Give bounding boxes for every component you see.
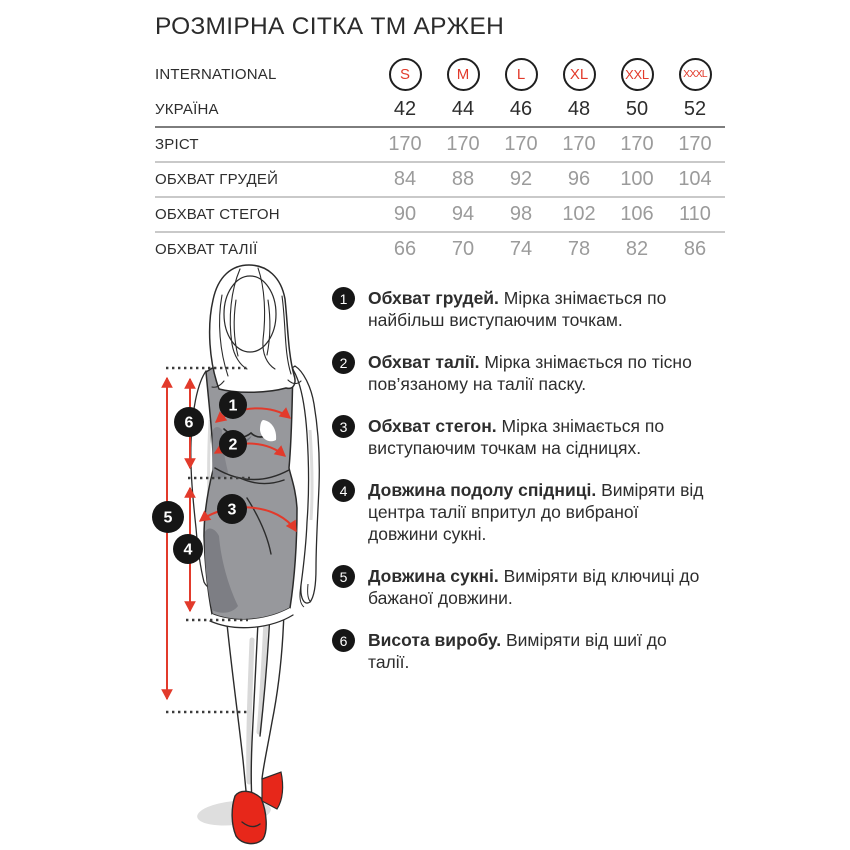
table-row-waist xyxy=(155,233,725,266)
size-circle: XXL xyxy=(621,58,654,91)
svg-text:4: 4 xyxy=(183,541,193,559)
size-circle: XXXL xyxy=(679,58,712,91)
cell: 96 xyxy=(567,168,591,190)
cell: 170 xyxy=(388,133,422,155)
svg-text:1: 1 xyxy=(228,397,238,415)
cell: 170 xyxy=(504,133,538,155)
figure-illustration xyxy=(140,264,336,850)
instruction-text xyxy=(368,565,708,609)
table-row-hips xyxy=(155,198,725,231)
legs xyxy=(226,610,284,800)
instruction-item xyxy=(332,565,732,609)
red-shoes xyxy=(232,772,283,844)
row-label: ОБХВАТ СТЕГОН xyxy=(155,206,280,223)
size-table xyxy=(155,56,725,266)
head xyxy=(210,265,301,392)
figure-marker-6 xyxy=(174,407,204,437)
table-row-chest xyxy=(155,163,725,196)
figure-marker-1 xyxy=(219,391,247,419)
cell: 92 xyxy=(509,168,533,190)
cell: 102 xyxy=(562,203,596,225)
table-row-international xyxy=(155,56,725,92)
instruction-item xyxy=(332,415,732,459)
cell: 84 xyxy=(393,168,417,190)
instruction-term: Довжина сукні. xyxy=(368,566,499,586)
size-circle: L xyxy=(505,58,538,91)
instruction-text xyxy=(368,629,708,673)
cell: 104 xyxy=(678,168,712,190)
dress xyxy=(204,359,297,628)
instruction-list xyxy=(332,287,732,673)
page-title: РОЗМІРНА СІТКА ТМ АРЖЕН xyxy=(155,13,505,40)
instruction-term: Обхват стегон. xyxy=(368,416,497,436)
cell: 74 xyxy=(509,238,533,260)
cell: 170 xyxy=(678,133,712,155)
instruction-number-badge: 2 xyxy=(332,351,355,374)
instruction-desc: Мірка знімається по тісно пов’язаному на талії паску. xyxy=(368,352,692,394)
cell: 88 xyxy=(451,168,475,190)
figure-marker-4 xyxy=(173,534,203,564)
instruction-number-badge: 6 xyxy=(332,629,355,652)
instruction-item xyxy=(332,287,732,331)
instruction-number-badge: 4 xyxy=(332,479,355,502)
instruction-term: Висота виробу. xyxy=(368,630,502,650)
instruction-desc: Виміряти від ключиці до бажаної довжини. xyxy=(368,566,700,608)
cell: 82 xyxy=(625,238,649,260)
cell: 170 xyxy=(620,133,654,155)
cell: 48 xyxy=(567,97,591,120)
instruction-text xyxy=(368,415,708,459)
instruction-item xyxy=(332,351,732,395)
cell: 50 xyxy=(625,97,649,120)
cell: 98 xyxy=(509,203,533,225)
instruction-term: Обхват талії. xyxy=(368,352,480,372)
svg-text:5: 5 xyxy=(163,509,173,527)
cell: 110 xyxy=(679,203,711,225)
row-label: ЗРІСТ xyxy=(155,136,199,153)
figure-marker-5 xyxy=(152,501,184,533)
size-circle: XL xyxy=(563,58,596,91)
instruction-item xyxy=(332,629,732,673)
row-label: УКРАЇНА xyxy=(155,100,219,118)
instruction-number-badge: 1 xyxy=(332,287,355,310)
instruction-text xyxy=(368,351,708,395)
row-label: ОБХВАТ ГРУДЕЙ xyxy=(155,171,279,188)
svg-text:2: 2 xyxy=(228,436,238,454)
instruction-number-badge: 3 xyxy=(332,415,355,438)
cell: 106 xyxy=(620,203,654,225)
cell: 70 xyxy=(451,238,475,260)
instruction-term: Обхват грудей. xyxy=(368,288,499,308)
table-row-ukraine xyxy=(155,92,725,126)
cell: 86 xyxy=(683,238,707,260)
figure-marker-3 xyxy=(217,494,247,524)
instruction-desc: Мірка знімається по виступаючим точкам на сідницях. xyxy=(368,416,665,458)
cell: 78 xyxy=(567,238,591,260)
size-circle: S xyxy=(389,58,422,91)
instruction-text xyxy=(368,479,708,545)
row-label: ОБХВАТ ТАЛІЇ xyxy=(155,241,258,258)
cell: 42 xyxy=(393,97,417,120)
instruction-number-badge: 5 xyxy=(332,565,355,588)
cell: 100 xyxy=(620,168,654,190)
svg-text:6: 6 xyxy=(184,414,194,432)
cell: 44 xyxy=(451,97,475,120)
cell: 90 xyxy=(393,203,417,225)
instruction-term: Довжина подолу спідниці. xyxy=(368,480,597,500)
instruction-text xyxy=(368,287,708,331)
cell: 46 xyxy=(509,97,533,120)
cell: 94 xyxy=(451,203,475,225)
figure-marker-2 xyxy=(219,430,247,458)
instruction-item xyxy=(332,479,732,545)
cell: 170 xyxy=(446,133,480,155)
row-label: INTERNATIONAL xyxy=(155,65,277,83)
instruction-desc: Виміряти від шиї до талії. xyxy=(368,630,667,672)
cell: 66 xyxy=(393,238,417,260)
cell: 52 xyxy=(683,97,707,120)
size-circle: M xyxy=(447,58,480,91)
table-row-height xyxy=(155,128,725,161)
cell: 170 xyxy=(562,133,596,155)
instruction-desc: Виміряти від центра талії впритул до вибраної довжини сукні. xyxy=(368,480,704,544)
svg-text:3: 3 xyxy=(227,501,237,519)
instruction-desc: Мірка знімається по найбільш виступаючим точкам. xyxy=(368,288,667,330)
